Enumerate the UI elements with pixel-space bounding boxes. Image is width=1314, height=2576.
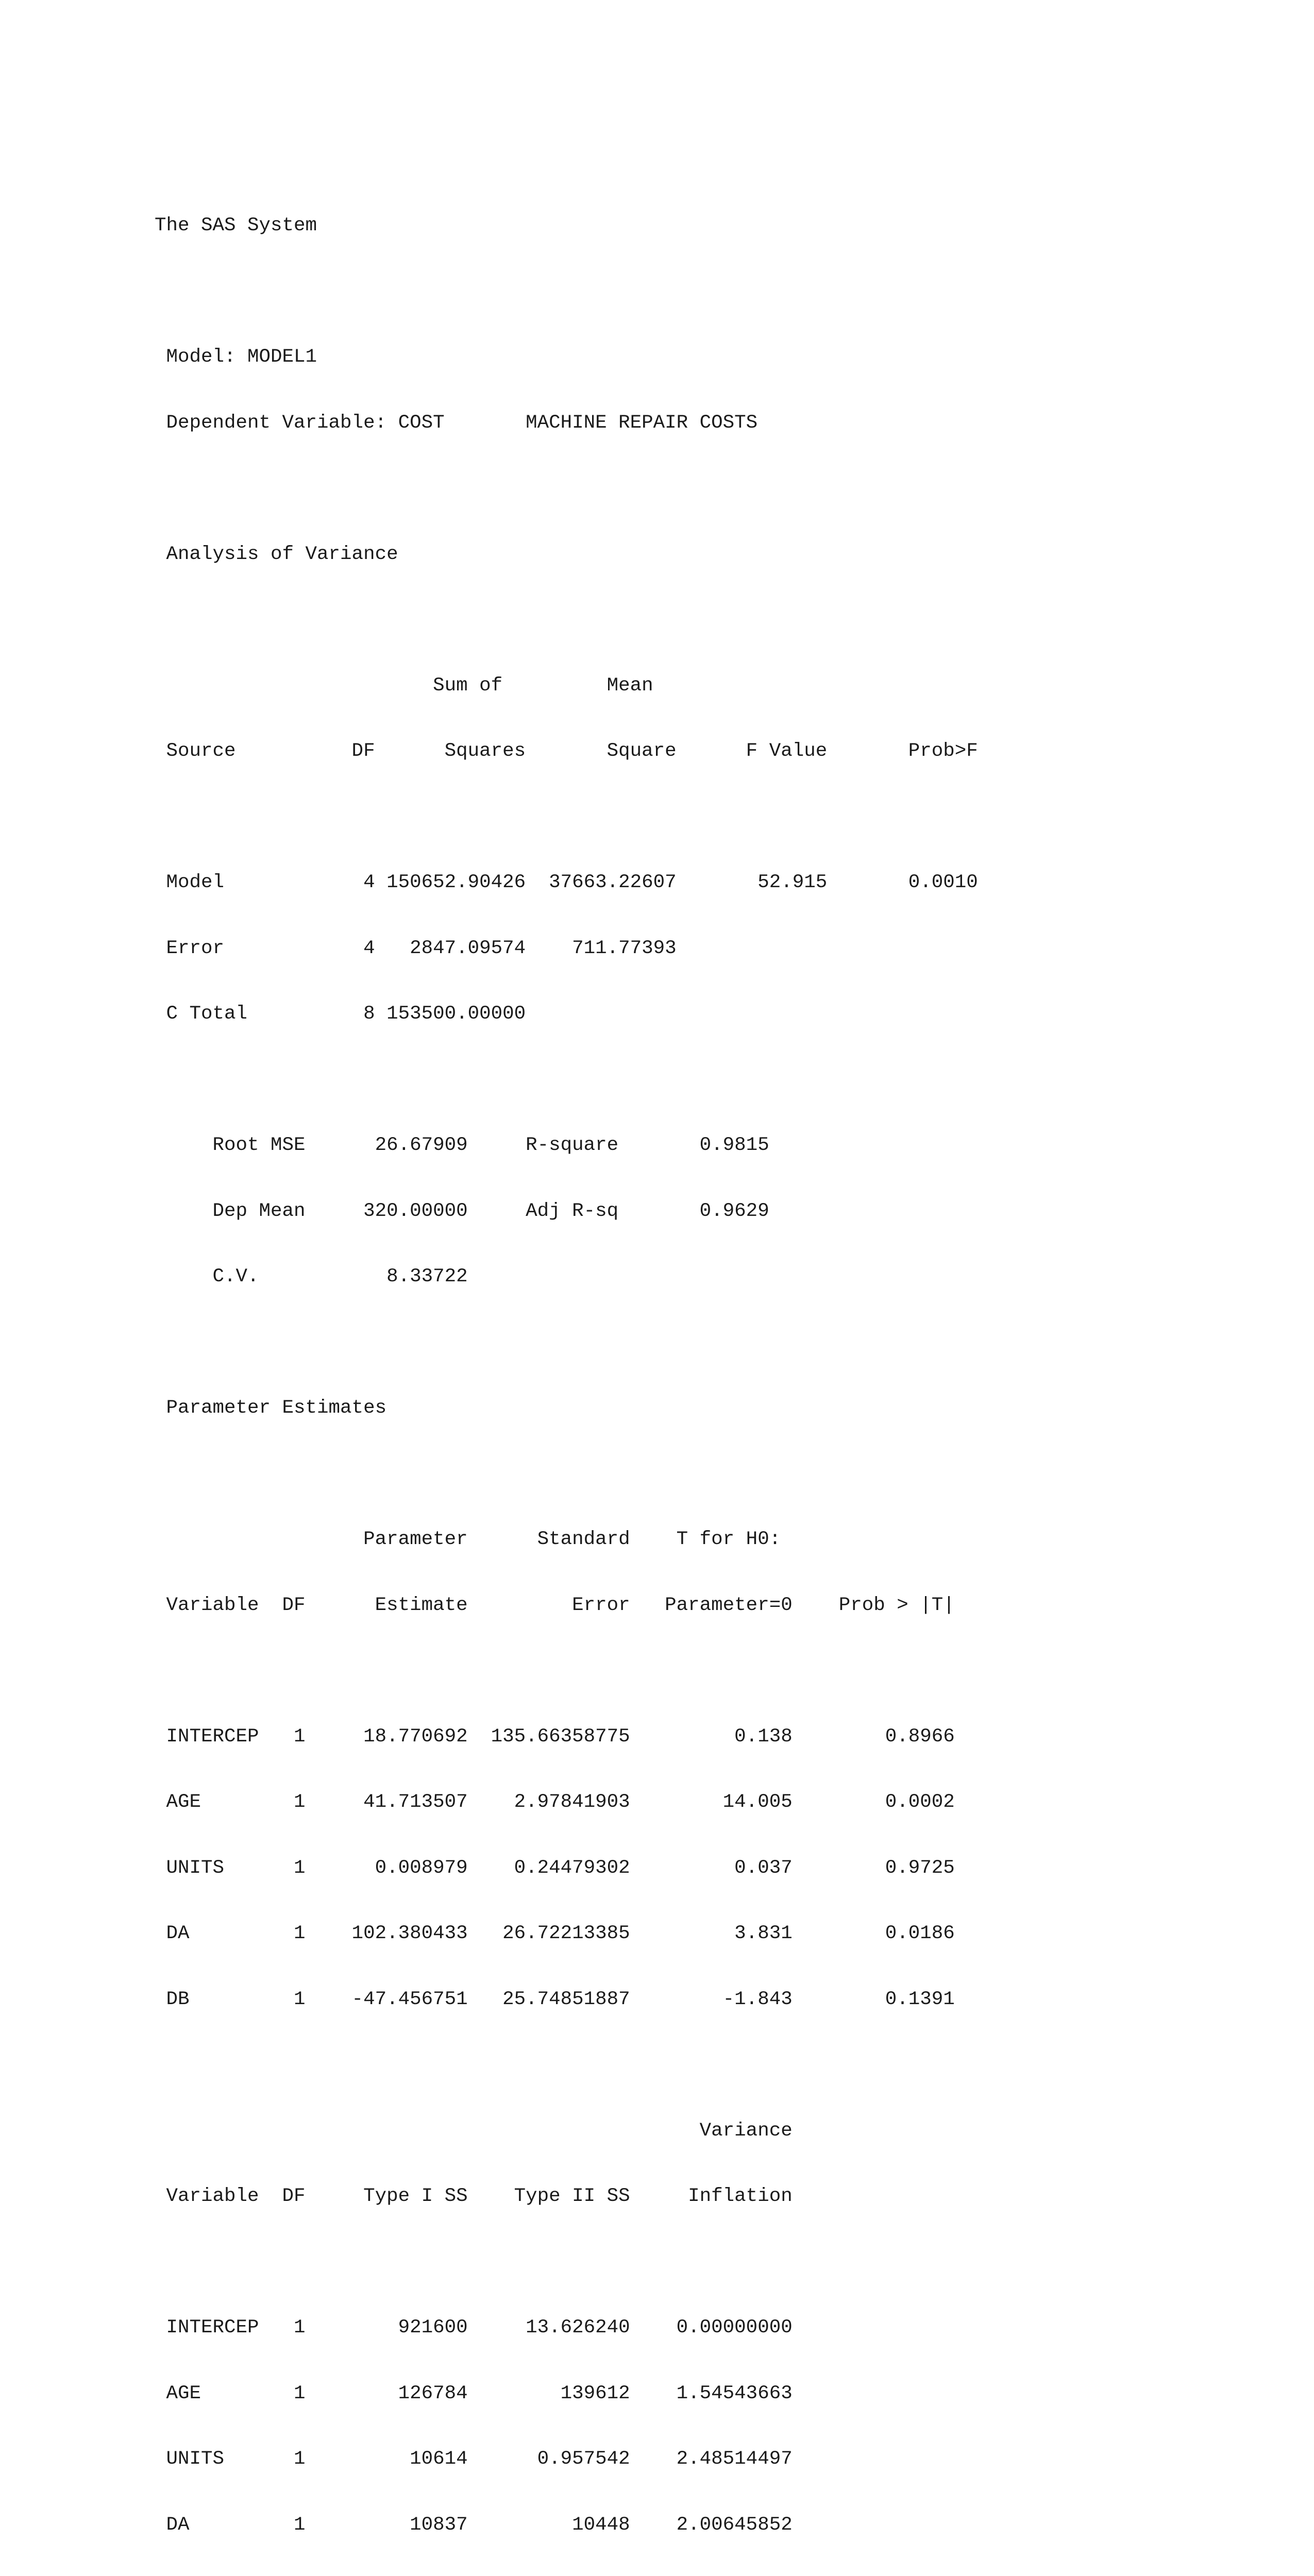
parameter-row-da: DA 1 102.380433 26.72213385 3.831 0.0186 xyxy=(155,1923,955,1944)
blank-line xyxy=(155,1660,978,1682)
parameter-row-age: AGE 1 41.713507 2.97841903 14.005 0.0002 xyxy=(155,1791,955,1813)
fit-stat-cv: C.V. 8.33722 xyxy=(155,1266,468,1287)
type-ss-header-line: Variance xyxy=(155,2120,793,2142)
type-ss-row-units: UNITS 1 10614 0.957542 2.48514497 xyxy=(155,2448,793,2470)
parameter-header-line: Parameter Standard T for H0: xyxy=(155,1529,781,1550)
blank-line xyxy=(155,2054,978,2076)
blank-line xyxy=(155,281,978,303)
blank-line xyxy=(155,806,978,828)
type-ss-row-intercep: INTERCEP 1 921600 13.626240 0.00000000 xyxy=(155,2317,793,2338)
model-line: Model: MODEL1 xyxy=(155,346,317,368)
anova-header-line: Sum of Mean xyxy=(155,674,653,697)
parameter-header-line: Variable DF Estimate Error Parameter=0 Prob > |T| xyxy=(155,1594,955,1616)
blank-line xyxy=(155,2251,978,2274)
blank-line xyxy=(155,1069,978,1091)
blank-line xyxy=(155,609,978,631)
anova-header-line: Source DF Squares Square F Value Prob>F xyxy=(155,740,978,762)
parameter-row-intercep: INTERCEP 1 18.770692 135.66358775 0.138 0.8966 xyxy=(155,1725,955,1748)
fit-stat-root-mse: Root MSE 26.67909 R-square 0.9815 xyxy=(155,1134,769,1156)
dependent-variable-line: Dependent Variable: COST MACHINE REPAIR COSTS xyxy=(155,412,758,434)
page-title: The SAS System xyxy=(155,215,317,236)
anova-row-error: Error 4 2847.09574 711.77393 xyxy=(155,937,677,959)
blank-line xyxy=(155,1463,978,1485)
anova-heading: Analysis of Variance xyxy=(155,543,398,565)
fit-stat-dep-mean: Dep Mean 320.00000 Adj R-sq 0.9629 xyxy=(155,1200,769,1222)
type-ss-row-age: AGE 1 126784 139612 1.54543663 xyxy=(155,2382,793,2404)
parameter-row-units: UNITS 1 0.008979 0.24479302 0.037 0.9725 xyxy=(155,1857,955,1879)
parameter-row-db: DB 1 -47.456751 25.74851887 -1.843 0.1391 xyxy=(155,1988,955,2010)
sas-output-listing xyxy=(155,171,978,2576)
type-ss-row-da: DA 1 10837 10448 2.00645852 xyxy=(155,2514,793,2536)
anova-row-model: Model 4 150652.90426 37663.22607 52.915 0.0010 xyxy=(155,872,978,893)
type-ss-header-line: Variable DF Type I SS Type II SS Inflation xyxy=(155,2185,793,2207)
anova-row-c-total: C Total 8 153500.00000 xyxy=(155,1003,526,1025)
blank-line xyxy=(155,478,978,500)
blank-line xyxy=(155,1332,978,1354)
parameter-estimates-heading: Parameter Estimates xyxy=(155,1397,387,1419)
